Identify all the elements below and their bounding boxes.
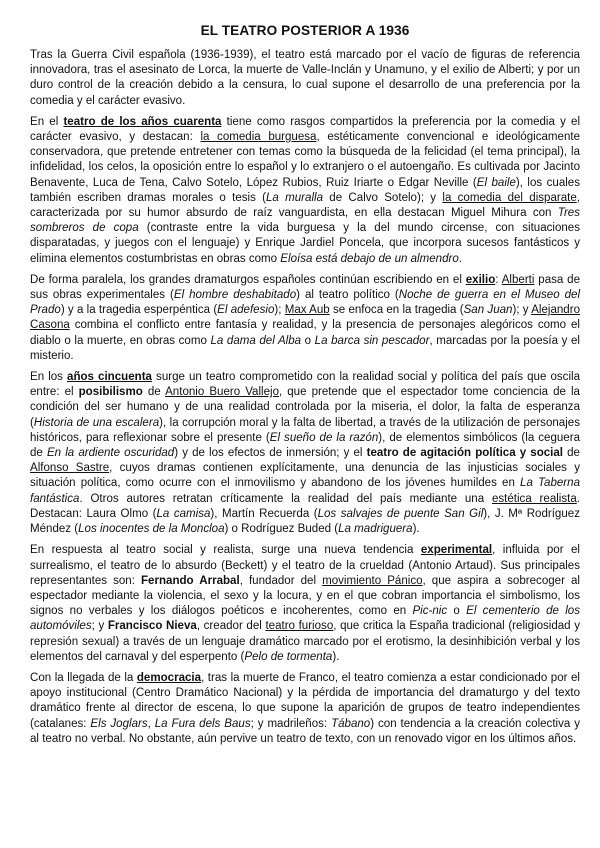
paragraph-text: ); y	[512, 304, 532, 317]
emphasized-text: teatro de agitación política y social	[366, 447, 564, 460]
emphasized-text: Pic-nic	[412, 605, 448, 618]
emphasized-text: movimiento Pánico	[322, 574, 423, 587]
paragraph-text: , influida por el surrealismo, el teatro de lo absurdo (Beckett) y el teatro de la crueldad (Antonio Artaud). Sus principales representantes son:	[30, 544, 580, 587]
body-paragraph	[30, 48, 580, 109]
emphasized-text: El cementerio de los automóviles	[30, 605, 580, 633]
paragraph-text: ), J. Mª Rodríguez Méndez (	[30, 507, 580, 536]
emphasized-text: Pelo de tormenta	[244, 650, 333, 663]
paragraph-text: ), la corrupción moral y la falta de libertad, a través de la utilización de personajes históricos, para reflexionar sobre el presente (	[30, 416, 580, 444]
paragraph-text: surge un teatro comprometido con la realidad social y política del país que oscila entre: el	[30, 371, 580, 399]
emphasized-text: Alfonso Sastre	[30, 462, 110, 475]
emphasized-text: Els Joglars	[90, 717, 148, 730]
paragraph-text: ) y a la tragedia esperpéntica (	[60, 304, 218, 317]
paragraph-text: );	[274, 304, 285, 317]
emphasized-text: experimental	[420, 544, 493, 557]
emphasized-text: democracia	[136, 671, 202, 684]
paragraph-text: , que aspira a sobrecoger al espectador mediante la violencia, el sexo y la locura, y en el que cobran importancia el simbolismo, los signos no verbales y los diálogos poéticos e incoherentes, como en	[30, 574, 580, 618]
paragraph-text: , tras la muerte de Franco, el teatro comienza a estar condicionado por el apoyo institucional (Centro Dramático Nacional) y la pérdida de importancia del dramaturgo y del texto dramático frente al director de escena, lo que supone la aparición de grupos de teatro independientes (catalanes:	[30, 671, 580, 730]
paragraph-text: o	[447, 605, 467, 618]
emphasized-text: Max Aub	[284, 304, 330, 317]
paragraph-text: .	[458, 252, 462, 265]
body-paragraph	[30, 115, 580, 267]
emphasized-text: San Juan	[463, 304, 513, 317]
paragraph-text: :	[495, 273, 502, 286]
emphasized-text: La dama del Alba	[210, 334, 302, 347]
paragraph-text: combina el conflicto entre fantasía y realidad, y la presencia de personajes alegóricos como el diablo o la muerte, en obras como	[30, 319, 580, 347]
emphasized-text: teatro de los años cuarenta	[63, 115, 222, 128]
emphasized-text: exilio	[465, 273, 496, 286]
emphasized-text: Francisco Nieva	[107, 620, 197, 633]
emphasized-text: La barca sin pescador	[314, 334, 430, 347]
paragraph-text: , creador del	[196, 620, 266, 633]
paragraph-text: Con la llegada de la	[30, 671, 137, 684]
paragraph-text: ) al teatro político (	[296, 289, 399, 302]
paragraph-text: ), los cuales también escriben dramas morales o tesis (	[30, 176, 581, 204]
emphasized-text: años cincuenta	[67, 371, 152, 384]
document-body	[30, 48, 580, 747]
paragraph-text: de	[563, 447, 580, 460]
paragraph-text: En los	[30, 371, 68, 384]
paragraph-text: ) o Rodríguez Buded (	[224, 523, 339, 536]
emphasized-text: Alejandro Casona	[30, 304, 580, 332]
body-paragraph	[30, 370, 580, 537]
emphasized-text: Historia de una escalera	[33, 416, 160, 429]
paragraph-text: ; y madrileños:	[250, 717, 332, 730]
paragraph-text: , marcadas por la poesía y el misterio.	[30, 334, 580, 362]
document-page	[30, 22, 580, 753]
emphasized-text: El baile	[476, 176, 516, 189]
paragraph-text: De forma paralela, los grandes dramaturgos españoles continúan escribiendo en el	[30, 273, 466, 286]
paragraph-text: , que pretende que el espectador tome conciencia de la condición del ser humano y de una realidad controlada por la miseria, el dolor, la falta de esperanza (	[30, 386, 580, 429]
emphasized-text: El adefesio	[217, 304, 275, 317]
body-paragraph	[30, 543, 580, 665]
emphasized-text: la comedia del disparate	[442, 191, 577, 204]
emphasized-text: Alberti	[501, 273, 535, 286]
paragraph-text: ).	[412, 523, 420, 536]
emphasized-text: teatro furioso	[265, 620, 334, 633]
paragraph-text: ; y	[91, 620, 108, 633]
paragraph-text: . Otros autores retratan críticamente la realidad del país mediante una	[79, 492, 492, 505]
paragraph-text: En el	[30, 115, 64, 128]
emphasized-text: En la ardiente oscuridad	[46, 447, 175, 460]
paragraph-text: ).	[332, 650, 340, 663]
emphasized-text: Fernando Arrabal	[141, 574, 240, 587]
paragraph-text: . Destacan: Laura Olmo (	[30, 492, 580, 520]
emphasized-text: La Fura dels Baus	[154, 717, 251, 730]
emphasized-text: Antonio Buero Vallejo	[165, 386, 279, 399]
document-title: EL TEATRO POSTERIOR A 1936	[200, 23, 410, 38]
emphasized-text: Eloísa está debajo de un almendro	[280, 252, 459, 265]
body-paragraph	[30, 671, 580, 747]
paragraph-text: ), de elementos simbólicos (la ceguera de	[30, 431, 580, 460]
paragraph-text: , cuyos dramas contienen explícitamente, una denuncia de las injusticias sociales y situación política, como ocurre con el inmovilismo y abandono de los jóvenes humildes en	[30, 462, 580, 490]
paragraph-text: de	[142, 386, 166, 399]
paragraph-text: tiene como rasgos compartidos la preferencia por la comedia y el carácter evasivo, y destacan:	[30, 115, 581, 144]
paragraph-text: , fundador del	[239, 574, 323, 587]
emphasized-text: Tres sombreros de copa	[30, 207, 580, 235]
paragraph-text: de Calvo Sotelo); y	[323, 191, 443, 204]
paragraph-text: ), Martín Recuerda (	[210, 507, 318, 520]
emphasized-text: La madriguera	[338, 523, 413, 536]
emphasized-text: La Taberna fantástica	[30, 477, 580, 505]
paragraph-text: ,	[147, 717, 155, 730]
body-paragraph	[30, 273, 580, 364]
emphasized-text: Los salvajes de puente San Gil	[317, 507, 484, 520]
emphasized-text: estética realista	[491, 492, 577, 505]
paragraph-text: , caracterizada por su humor absurdo de raíz vanguardista, en ella destacan Miguel Mihura con	[30, 191, 580, 220]
emphasized-text: La muralla	[266, 191, 324, 204]
emphasized-text: Noche de guerra en el Museo del Prado	[30, 289, 581, 317]
paragraph-text: En respuesta al teatro social y realista, surge una nueva tendencia	[30, 544, 421, 557]
emphasized-text: Los inocentes de la Moncloa	[78, 523, 225, 536]
paragraph-text: pasa de sus obras experimentales (	[30, 273, 581, 302]
emphasized-text: la comedia burguesa	[200, 131, 317, 144]
paragraph-text: (contraste entre la vida burguesa y la del mundo circense, con situaciones disparatadas, y juegos con el lenguaje) y Enrique Jardiel Poncela, que incorpora sucesos fantásticos y elimina elementos costumbristas en obras como	[30, 222, 581, 265]
paragraph-text: , que critica la España tradicional (religiosidad y represión sexual) a través de un lenguaje dramático marcado por el erotismo, la desinhibición verbal y los elementos del carnaval y del esperpento (	[30, 620, 580, 663]
paragraph-text: , estéticamente convencional e ideológicamente conservadora, que pretende entretener con temas como la búsqueda de la felicidad (el tema principal), la infidelidad, los celos, la oposición entre lo español y lo extranjero o el autoengaño. Es cultivada por Jacinto Benavente, Luca de Tena, Calvo Sotelo, López Rubios, Ruiz Iriarte o Edgar Neville (	[30, 131, 581, 189]
paragraph-text: se enfoca en la tragedia (	[329, 304, 464, 317]
paragraph-text: o	[301, 334, 315, 347]
emphasized-text: posibilismo	[78, 386, 143, 399]
emphasized-text: La camisa	[156, 507, 211, 520]
emphasized-text: Tábano	[331, 717, 371, 730]
paragraph-text: ) con tendencia a la creación colectiva y al teatro no verbal. No obstante, aún pervive un teatro de texto, con un renovado vigor en los últimos años.	[30, 717, 580, 745]
emphasized-text: El sueño de la razón	[269, 431, 379, 444]
paragraph-text: ) y de los efectos de inmersión; y el	[174, 447, 367, 460]
paragraph-text: Tras la Guerra Civil española (1936-1939), el teatro está marcado por el vacío de figuras de referencia innovadora, tras el asesinato de Lorca, la muerte de Valle-Inclán y Unamuno, y el exilio de Alberti; y por un duro control de la creación debido a la censura, lo cual supone el desarrollo de una preferencia por la comedia y el carácter evasivo.	[30, 49, 580, 107]
emphasized-text: El hombre deshabitado	[173, 289, 297, 302]
